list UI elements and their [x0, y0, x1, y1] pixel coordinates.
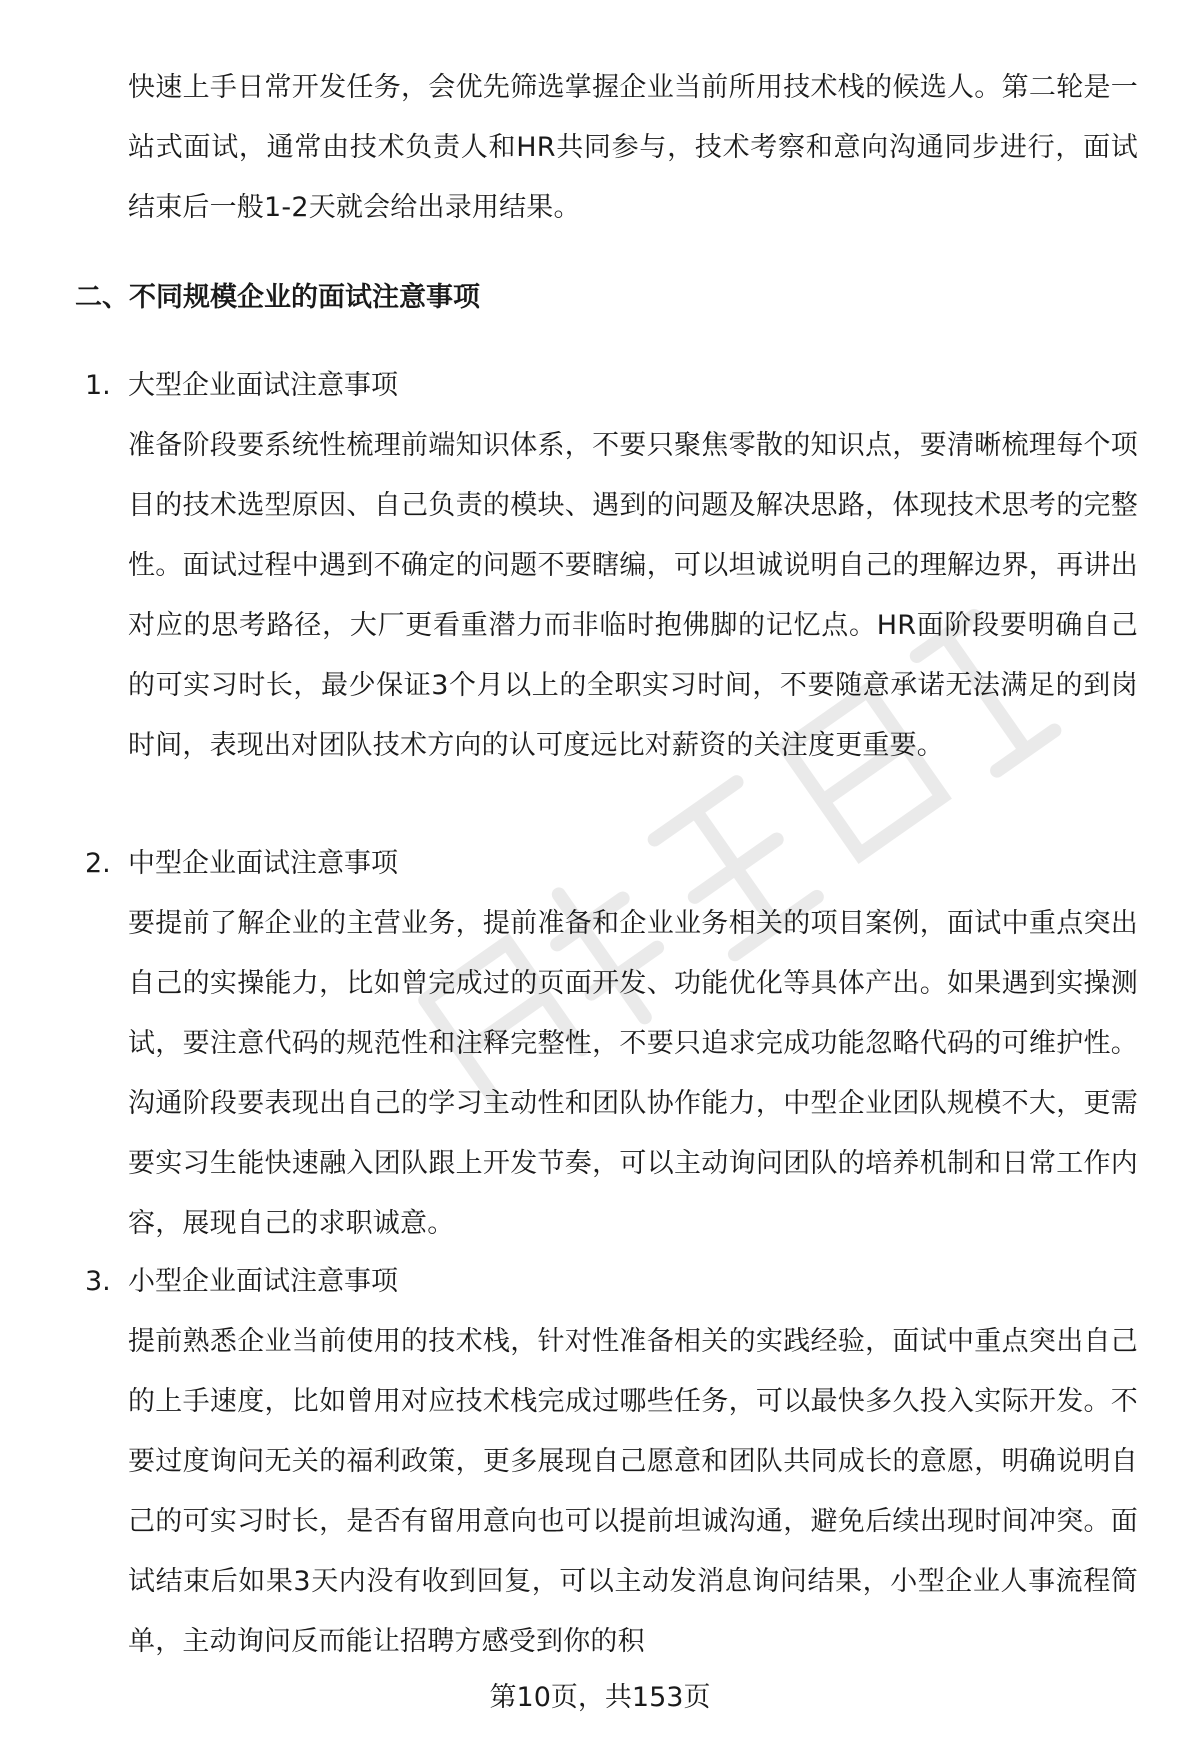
list-item-title-text: 中型企业面试注意事项 [128, 848, 398, 879]
list-item-number: 3. [85, 1266, 111, 1297]
list-item-body: 准备阶段要系统性梳理前端知识体系，不要只聚焦零散的知识点，要清晰梳理每个项目的技术选型原因、自己负责的模块、遇到的问题及解决思路，体现技术思考的完整性。面试过程中遇到不确定的问题不要瞎编，可以坦诚说明自己的理解边界，再讲出对应的思考路径，大厂更看重潜力而非临时抱佛脚的记忆点。HR面阶段要明确自己的可实习时长，最少保证3个月以上的全职实习时间，不要随意承诺无法满足的到岗时间，表现出对团队技术方向的认可度远比对薪资的关注度更重要。 [128, 430, 1138, 761]
intro-paragraph: 快速上手日常开发任务，会优先筛选掌握企业当前所用技术栈的候选人。第二轮是一站式面试，通常由技术负责人和HR共同参与，技术考察和意向沟通同步进行，面试结束后一般1-2天就会给出录用结果。 [128, 72, 1138, 223]
list-item-title [85, 356, 398, 416]
list-item-title-text: 小型企业面试注意事项 [128, 1266, 398, 1297]
list-item-body: 要提前了解企业的主营业务，提前准备和企业业务相关的项目案例，面试中重点突出自己的实操能力，比如曾完成过的页面开发、功能优化等具体产出。如果遇到实操测试，要注意代码的规范性和注释完整性，不要只追求完成功能忽略代码的可维护性。沟通阶段要表现出自己的学习主动性和团队协作能力，中型企业团队规模不大，更需要实习生能快速融入团队跟上开发节奏，可以主动询问团队的培养机制和日常工作内容，展现自己的求职诚意。 [128, 908, 1138, 1239]
section-heading: 二、不同规模企业的面试注意事项 [75, 282, 480, 313]
list-item-number: 2. [85, 848, 111, 879]
list-item-title [85, 1252, 398, 1312]
list-item-title [85, 834, 398, 894]
list-item-number: 1. [85, 370, 111, 401]
list-item-body: 提前熟悉企业当前使用的技术栈，针对性准备相关的实践经验，面试中重点突出自己的上手速度，比如曾用对应技术栈完成过哪些任务，可以最快多久投入实际开发。不要过度询问无关的福利政策，更多展现自己愿意和团队共同成长的意愿，明确说明自己的可实习时长，是否有留用意向也可以提前坦诚沟通，避免后续出现时间冲突。面试结束后如果3天内没有收到回复，可以主动发消息询问结果，小型企业人事流程简单，主动询问反而能让招聘方感受到你的积 [128, 1326, 1138, 1657]
list-item-title-text: 大型企业面试注意事项 [128, 370, 398, 401]
page-number-footer: 第10页，共153页 [489, 1682, 711, 1713]
